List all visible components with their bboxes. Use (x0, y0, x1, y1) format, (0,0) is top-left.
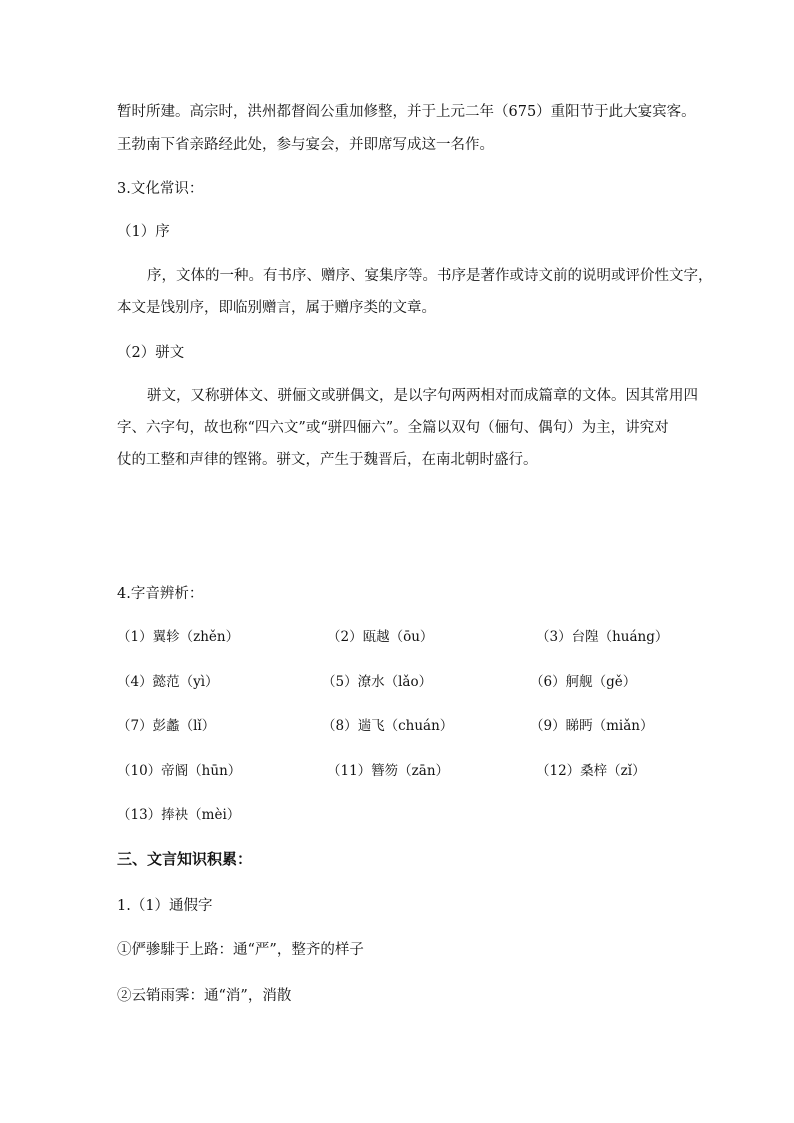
part-title-classical-knowledge: 三、文言知识积累： (117, 850, 253, 868)
pronunciation-item: （6）舸舰（gě） (530, 674, 637, 690)
loan-character-item: ①俨骖騑于上路：通“严”，整齐的样子 (117, 942, 364, 958)
paragraph-line: 暂时所建。高宗时，洪州都督阎公重加修整，并于上元二年（675）重阳节于此大宴宾客。 (117, 104, 696, 120)
pronunciation-item: （12）桑梓（zǐ） (536, 763, 646, 779)
pronunciation-item: （10）帝阍（hūn） (117, 763, 242, 779)
pronunciation-item: （1）翼轸（zhěn） (117, 629, 240, 645)
section-title-pronunciation: 4.字音辨析： (117, 586, 204, 602)
pronunciation-item: （7）彭蠡（lǐ） (117, 718, 216, 734)
pronunciation-item: （4）懿范（yì） (117, 674, 219, 690)
section-title-culture: 3.文化常识： (117, 181, 204, 197)
pronunciation-item: （2）瓯越（ōu） (327, 629, 434, 645)
paragraph-line: 骈文，又称骈体文、骈俪文或骈偶文，是以字句两两相对而成篇章的文体。因其常用四 (147, 388, 698, 404)
paragraph-line: 仗的工整和声律的铿锵。骈文，产生于魏晋后，在南北朝时盛行。 (117, 452, 538, 468)
pronunciation-item: （9）睇眄（miǎn） (530, 718, 654, 734)
pronunciation-item: （3）台隍（huáng） (536, 629, 669, 645)
subsection-title-loan-characters: 1.（1）通假字 (117, 898, 213, 914)
paragraph-line: 王勃南下省亲路经此处，参与宴会，并即席写成这一名作。 (117, 137, 494, 153)
loan-character-item: ②云销雨霁：通“消”，消散 (117, 988, 292, 1004)
paragraph-line: 序，文体的一种。有书序、赠序、宴集序等。书序是著作或诗文前的说明或评价性文字， (147, 268, 713, 284)
pronunciation-item: （8）遄飞（chuán） (322, 718, 454, 734)
paragraph-line: 本文是饯别序，即临别赠言，属于赠序类的文章。 (117, 300, 436, 316)
pronunciation-item: （11）簪笏（zān） (327, 763, 450, 779)
pronunciation-item: （5）潦水（lǎo） (322, 674, 433, 690)
pronunciation-item: （13）捧袂（mèi） (117, 807, 241, 823)
paragraph-line: 字、六字句，故也称“四六文”或“骈四俪六”。全篇以双句（俪句、偶句）为主，讲究对 (117, 420, 669, 436)
subsection-title-parallel-prose: （2）骈文 (117, 345, 185, 361)
subsection-title-preface: （1）序 (117, 224, 170, 240)
